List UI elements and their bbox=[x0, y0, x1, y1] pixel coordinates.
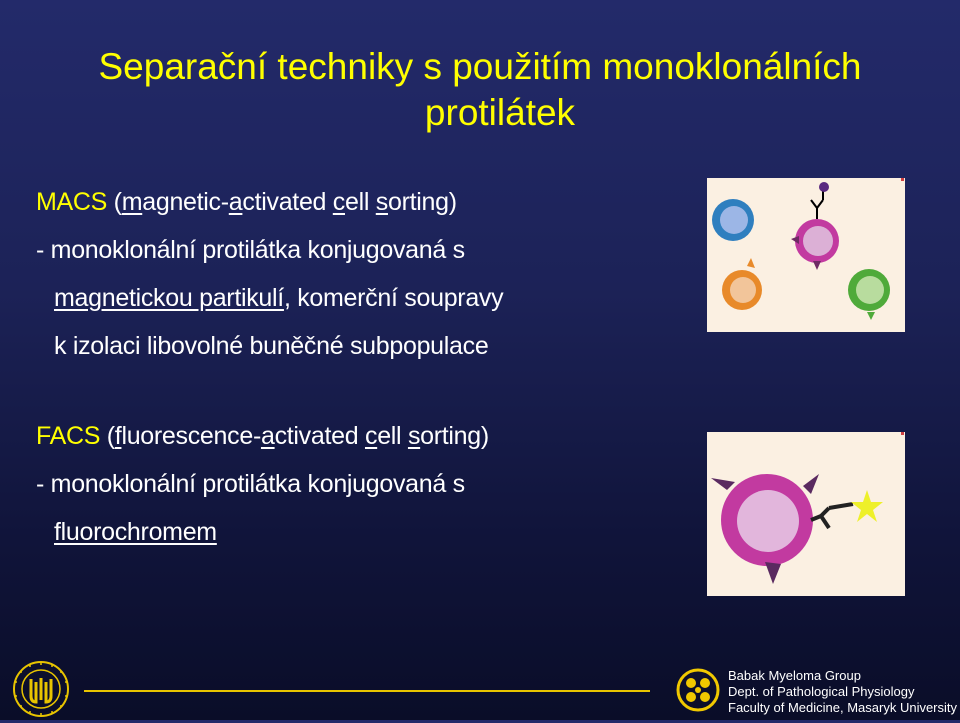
macs-line-3: magnetickou partikulí, komerční soupravy bbox=[54, 284, 504, 312]
footer-group-name: Babak Myeloma Group bbox=[728, 668, 861, 683]
green-cell-icon bbox=[848, 269, 890, 320]
footer-divider bbox=[84, 690, 650, 692]
facs-cell-illustration bbox=[707, 432, 905, 596]
orange-cell-icon bbox=[722, 258, 762, 310]
title-line-1: Separační techniky s použitím monoklonálních bbox=[98, 46, 862, 87]
facs-cell-icon bbox=[707, 432, 905, 596]
facs-line-2: - monoklonální protilátka konjugovaná s bbox=[36, 470, 465, 498]
footer-faculty: Faculty of Medicine, Masaryk University bbox=[728, 700, 958, 715]
slide-title bbox=[0, 44, 960, 136]
footer-group-text bbox=[728, 668, 957, 716]
macs-section bbox=[36, 178, 696, 370]
fluorochrome-star-icon bbox=[851, 490, 883, 522]
macs-heading: MACS (magnetic-activated cell sorting) bbox=[36, 188, 457, 216]
title-line-2: protilátek bbox=[424, 92, 576, 133]
macs-line-2: - monoklonální protilátka konjugovaná s bbox=[36, 236, 465, 264]
facs-section bbox=[36, 412, 696, 556]
masaryk-university-seal-icon bbox=[12, 660, 70, 718]
blue-cell-icon bbox=[712, 199, 754, 241]
macs-acronym: MACS bbox=[36, 188, 108, 216]
macs-cells-icon bbox=[707, 178, 905, 332]
facs-heading: FACS (fluorescence-activated cell sorting) bbox=[36, 422, 489, 450]
facs-acronym: FACS bbox=[36, 422, 101, 450]
macs-cells-illustration bbox=[707, 178, 905, 332]
footer-department: Dept. of Pathological Physiology bbox=[728, 684, 915, 699]
macs-line-4: k izolaci libovolné buněčné subpopulace bbox=[54, 332, 489, 360]
facs-line-3: fluorochromem bbox=[54, 518, 217, 546]
labeled-cell-icon bbox=[791, 182, 839, 270]
babak-group-logo-icon bbox=[676, 668, 720, 712]
